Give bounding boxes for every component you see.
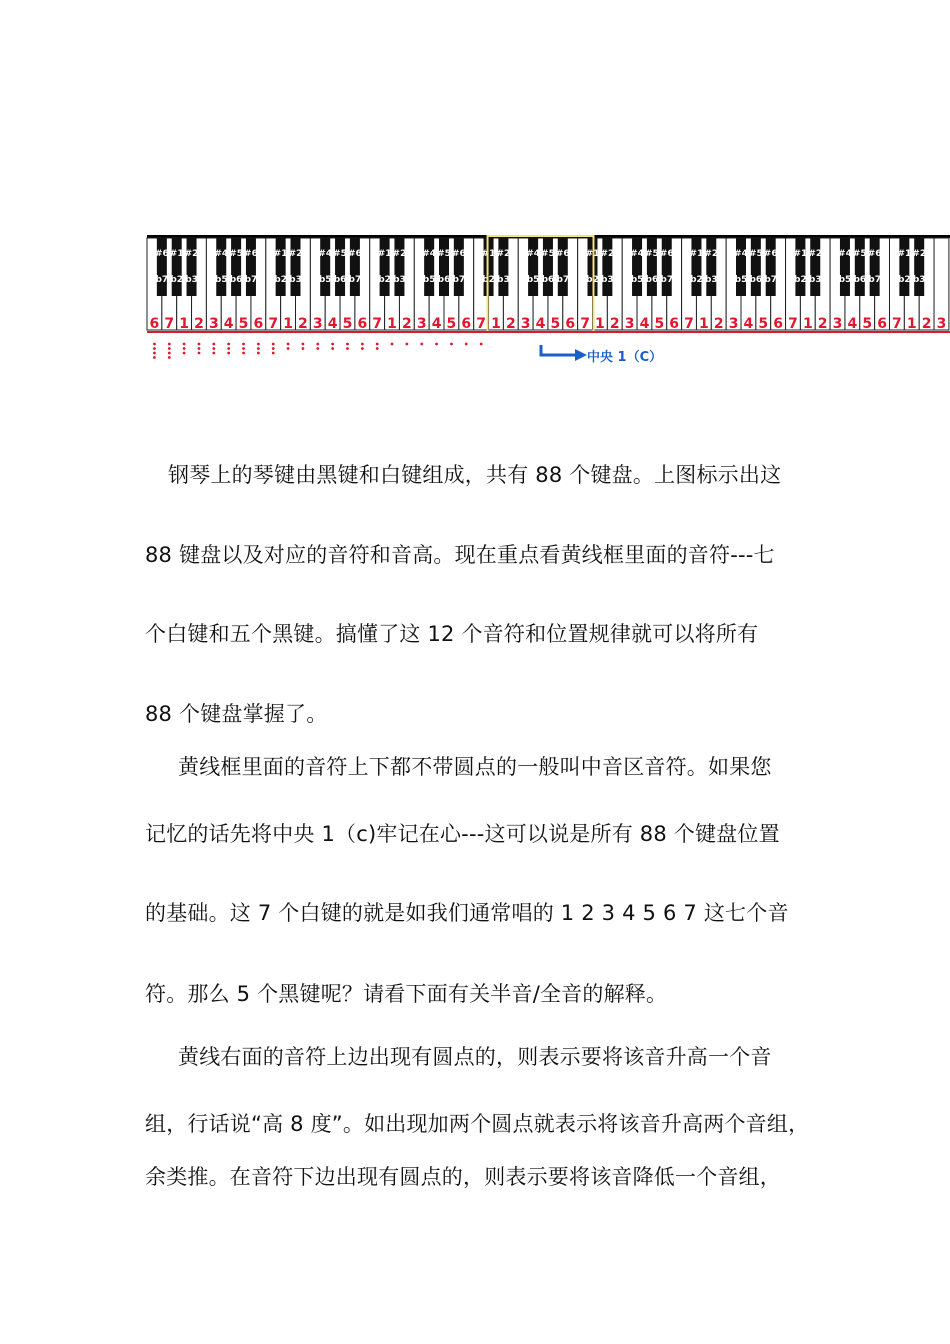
black-key-flat-label: b2	[586, 275, 599, 285]
black-key-flat-label: b2	[690, 275, 703, 285]
black-key-flat-label: b7	[556, 275, 570, 285]
black-key-flat-label: b5	[526, 275, 540, 285]
black-key	[748, 238, 763, 296]
white-key-number: 6	[461, 316, 472, 332]
octave-dot	[450, 343, 453, 346]
white-key-number: 3	[520, 316, 531, 332]
black-key-flat-label: b2	[482, 275, 495, 285]
paragraph-line-6: 记忆的话先将中央 1（c)牢记在心---这可以说是所有 88 个键盘位置	[145, 822, 780, 846]
black-key-flat-label: b5	[422, 275, 436, 285]
middle-c-label: 中央 1（C）	[587, 350, 663, 365]
octave-dot	[331, 343, 334, 346]
black-key-flat-label: b7	[764, 275, 778, 285]
white-key-number: 6	[253, 316, 264, 332]
black-key-flat-label: b6	[229, 275, 243, 285]
white-key-number: 1	[699, 316, 709, 332]
black-key	[793, 238, 808, 296]
black-key-sharp-label: #4	[526, 249, 541, 259]
black-key-flat-label: b5	[318, 275, 332, 285]
black-key	[335, 238, 345, 296]
octave-dot	[153, 347, 156, 350]
octave-dot	[316, 347, 319, 350]
octave-dot	[435, 343, 438, 346]
black-key-sharp-label: #2	[808, 249, 823, 259]
octave-dot	[376, 343, 379, 346]
black-key-sharp-label: #2	[912, 249, 927, 259]
octave-dot	[242, 343, 245, 346]
black-key-flat-label: b7	[348, 275, 362, 285]
white-key-number: 3	[624, 316, 635, 332]
white-key-number: 4	[327, 316, 338, 332]
black-key-flat-label: b2	[897, 275, 911, 285]
black-key-flat-label: b2	[170, 275, 184, 285]
black-key-sharp-label: #6	[451, 249, 466, 259]
white-key-number: 3	[312, 316, 323, 332]
black-key	[451, 238, 466, 296]
black-key-flat-label: b3	[912, 275, 926, 285]
black-key	[496, 238, 511, 296]
white-key-number: 5	[238, 316, 249, 332]
black-key	[214, 238, 229, 296]
black-key-flat-label: b6	[541, 275, 555, 285]
white-key-number: 2	[505, 316, 516, 332]
black-key-flat-label: b6	[853, 275, 867, 285]
black-key-flat-label: b3	[497, 275, 510, 285]
white-key-number: 3	[936, 316, 947, 332]
octave-dot	[153, 356, 156, 359]
white-key-number: 2	[817, 316, 828, 332]
black-key-sharp-label: #6	[763, 249, 778, 259]
black-key	[659, 238, 674, 296]
white-key-number: 7	[684, 316, 694, 332]
black-key-sharp-label: #4	[318, 249, 333, 259]
black-key-flat-label: b6	[749, 275, 763, 285]
black-key-flat-label: b5	[630, 275, 644, 285]
black-key	[600, 238, 615, 296]
white-key-number: 7	[372, 316, 383, 332]
black-key	[704, 238, 719, 296]
octave-dot	[212, 347, 215, 350]
black-key-flat-label: b6	[437, 275, 451, 285]
octave-dot	[346, 347, 349, 350]
white-key-number: 1	[802, 316, 813, 332]
octave-dot	[316, 343, 319, 346]
octave-dot	[480, 343, 483, 346]
octave-dot	[302, 347, 305, 350]
white-key-number: 6	[669, 316, 680, 332]
white-key-number: 6	[773, 316, 783, 332]
black-key-flat-label: b7	[244, 275, 258, 285]
black-key	[644, 238, 659, 296]
octave-dot	[272, 352, 275, 355]
octave-dot	[183, 347, 186, 350]
white-key-number: 4	[535, 316, 546, 332]
black-key-sharp-label: #2	[496, 249, 511, 259]
black-key-flat-label: b3	[393, 275, 406, 285]
white-key-number: 5	[758, 316, 769, 332]
black-key-flat-label: b7	[868, 275, 882, 285]
black-key-sharp-label: #6	[347, 249, 362, 259]
black-key-flat-label: b2	[274, 275, 288, 285]
white-key-number: 6	[565, 316, 576, 332]
white-key-number: 2	[713, 316, 724, 332]
octave-dot	[168, 347, 171, 350]
octave-dot	[168, 356, 171, 359]
black-key-sharp-label: #1	[689, 249, 704, 259]
black-key-sharp-label: #1	[897, 249, 912, 259]
white-key-number: 3	[416, 316, 427, 332]
white-key-number: 7	[788, 316, 798, 332]
octave-dot	[168, 352, 171, 355]
white-key-number: 3	[208, 316, 219, 332]
white-key-number: 5	[654, 316, 665, 332]
middle-c-arrow-head	[575, 349, 587, 361]
black-key-sharp-label: #2	[184, 249, 199, 259]
white-key-number: 6	[357, 316, 368, 332]
white-key-number: 4	[847, 316, 858, 332]
octave-dot	[331, 347, 334, 350]
paragraph-line-7: 的基础。这 7 个白键的就是如我们通常唱的 1 2 3 4 5 6 7 这七个音	[145, 901, 789, 925]
black-key-sharp-label: #4	[630, 249, 644, 259]
black-key-sharp-label: #1	[273, 249, 288, 259]
black-key-sharp-label: #6	[867, 249, 882, 259]
octave-dot	[361, 347, 364, 350]
black-key-sharp-label: #4	[838, 249, 852, 259]
white-key-number: 2	[298, 316, 308, 332]
black-key	[912, 238, 927, 296]
white-key-number: 4	[223, 316, 234, 332]
white-key-number: 5	[342, 316, 353, 332]
black-key	[347, 238, 362, 296]
octave-dot	[272, 343, 275, 346]
black-key-sharp-label: #4	[422, 249, 437, 259]
octave-dot	[168, 343, 171, 346]
octave-dot	[287, 347, 290, 350]
white-key-number: 3	[728, 316, 739, 332]
white-key-number: 2	[402, 316, 412, 332]
black-key-sharp-label: #5	[229, 249, 244, 259]
black-key-flat-label: b6	[645, 275, 659, 285]
black-key-sharp-label: #1	[793, 249, 808, 259]
octave-dot	[391, 343, 394, 346]
black-key-sharp-label: #2	[704, 249, 719, 259]
black-key	[246, 238, 256, 296]
white-key-number: 7	[164, 316, 175, 332]
octave-dot	[257, 343, 260, 346]
black-key-flat-label: b3	[289, 275, 302, 285]
black-key	[169, 238, 184, 296]
black-key-sharp-label: #1	[377, 249, 392, 259]
black-key-sharp-label: #2	[600, 249, 615, 259]
white-key-number: 1	[595, 316, 605, 332]
octave-dot	[257, 352, 260, 355]
white-key-number: 1	[387, 316, 397, 332]
octave-dot	[183, 343, 186, 346]
black-key	[691, 238, 701, 296]
octave-dot	[376, 347, 379, 350]
black-key-sharp-label: #6	[659, 249, 674, 259]
black-key-sharp-label: #5	[333, 249, 347, 259]
black-key	[422, 238, 437, 296]
octave-dot	[242, 352, 245, 355]
black-key-sharp-label: #6	[244, 249, 258, 259]
black-key-flat-label: b3	[600, 275, 614, 285]
paragraph-line-2: 88 键盘以及对应的音符和音高。现在重点看黄线框里面的音符---七	[145, 543, 775, 567]
black-key-flat-label: b3	[704, 275, 718, 285]
white-key-number: 1	[179, 316, 189, 332]
white-key-number: 2	[921, 316, 932, 332]
black-key-flat-label: b7	[660, 275, 674, 285]
white-key-number: 1	[491, 316, 501, 332]
black-key-flat-label: b6	[333, 275, 347, 285]
black-key	[867, 238, 882, 296]
black-key	[632, 238, 642, 296]
black-key-sharp-label: #1	[481, 249, 496, 259]
octave-dot	[212, 352, 215, 355]
black-key-flat-label: b5	[734, 275, 748, 285]
octave-dot	[420, 343, 423, 346]
white-key-number: 4	[639, 316, 650, 332]
black-key-sharp-label: #5	[748, 249, 763, 259]
black-key-sharp-label: #5	[541, 249, 555, 259]
black-key	[288, 238, 303, 296]
octave-dot	[153, 352, 156, 355]
octave-dot	[198, 347, 201, 350]
black-key-sharp-label: #4	[734, 249, 748, 259]
black-key-sharp-label: #2	[392, 249, 407, 259]
paragraph-line-5: 黄线框里面的音符上下都不带圆点的一般叫中音区音符。如果您	[178, 755, 772, 779]
black-key	[394, 238, 404, 296]
black-key-flat-label: b3	[808, 275, 822, 285]
black-key	[736, 238, 746, 296]
black-key	[555, 238, 570, 296]
white-key-number: 4	[743, 316, 754, 332]
white-key-number: 7	[892, 316, 902, 332]
black-key	[808, 238, 823, 296]
black-key-sharp-label: #6	[154, 249, 169, 259]
paragraph-line-8: 符。那么 5 个黑键呢？请看下面有关半音/全音的解释。	[145, 982, 668, 1006]
black-key-flat-label: b7	[155, 275, 169, 285]
white-key-number: 4	[431, 316, 442, 332]
octave-dot	[257, 347, 260, 350]
octave-dot	[198, 343, 201, 346]
black-key-sharp-label: #6	[555, 249, 570, 259]
black-key	[526, 238, 541, 296]
octave-dot	[465, 343, 468, 346]
white-key-number: 5	[550, 316, 561, 332]
black-key-sharp-label: #2	[288, 249, 303, 259]
octave-dot	[183, 352, 186, 355]
black-key-sharp-label: #5	[852, 249, 867, 259]
black-key	[840, 238, 850, 296]
octave-dot	[361, 343, 364, 346]
black-key	[439, 238, 449, 296]
piano-keyboard-diagram	[145, 230, 950, 375]
white-key-number: 2	[194, 316, 204, 332]
octave-dot	[302, 343, 305, 346]
paragraph-line-9: 黄线右面的音符上边出现有圆点的，则表示要将该音升高一个音	[178, 1045, 772, 1069]
white-key-number: 6	[877, 316, 887, 332]
octave-dot	[227, 347, 230, 350]
black-key-flat-label: b7	[452, 275, 466, 285]
white-key-number: 5	[862, 316, 873, 332]
paragraph-line-3: 个白键和五个黑键。搞懂了这 12 个音符和位置规律就可以将所有	[145, 622, 759, 646]
octave-dot	[227, 343, 230, 346]
white-key-number: 7	[476, 316, 486, 332]
white-key-number: 1	[283, 316, 293, 332]
black-key	[273, 238, 288, 296]
black-key	[763, 238, 778, 296]
black-key	[377, 238, 392, 296]
black-key-sharp-label: #1	[169, 249, 184, 259]
octave-dot	[242, 347, 245, 350]
black-key	[543, 238, 553, 296]
octave-dot	[287, 343, 290, 346]
black-key	[154, 238, 169, 296]
paragraph-line-10: 组，行话说“高 8 度”。如出现加两个圆点就表示将该音升高两个音组，	[145, 1112, 810, 1136]
black-key-flat-label: b2	[378, 275, 391, 285]
black-key-sharp-label: #5	[437, 249, 451, 259]
white-key-number: 6	[149, 316, 160, 332]
octave-dot	[405, 343, 408, 346]
middle-c-arrow	[541, 345, 575, 355]
black-key	[318, 238, 333, 296]
white-key-number: 2	[609, 316, 620, 332]
black-key	[897, 238, 912, 296]
white-key-number: 7	[580, 316, 590, 332]
paragraph-line-4: 88 个键盘掌握了。	[145, 702, 328, 726]
black-key-flat-label: b3	[185, 275, 198, 285]
black-key-flat-label: b5	[214, 275, 228, 285]
black-key-flat-label: b5	[838, 275, 852, 285]
white-key-number: 5	[446, 316, 457, 332]
black-key-sharp-label: #4	[214, 249, 229, 259]
black-key-sharp-label: #1	[585, 249, 600, 259]
octave-dot	[272, 347, 275, 350]
white-key-number: 1	[906, 316, 917, 332]
white-key-number: 3	[832, 316, 843, 332]
paragraph-line-1: 钢琴上的琴键由黑键和白键组成，共有 88 个键盘。上图标示出这	[168, 463, 782, 487]
octave-dot	[227, 352, 230, 355]
octave-dot	[212, 343, 215, 346]
black-key	[852, 238, 867, 296]
black-key	[184, 238, 199, 296]
octave-dot	[198, 352, 201, 355]
paragraph-line-11: 余类推。在音符下边出现有圆点的，则表示要将该音降低一个音组，	[145, 1165, 781, 1189]
white-key-number: 7	[268, 316, 279, 332]
octave-dot	[346, 343, 349, 346]
octave-dot	[153, 343, 156, 346]
black-key-flat-label: b2	[794, 275, 807, 285]
black-key-sharp-label: #5	[644, 249, 659, 259]
black-key	[229, 238, 244, 296]
